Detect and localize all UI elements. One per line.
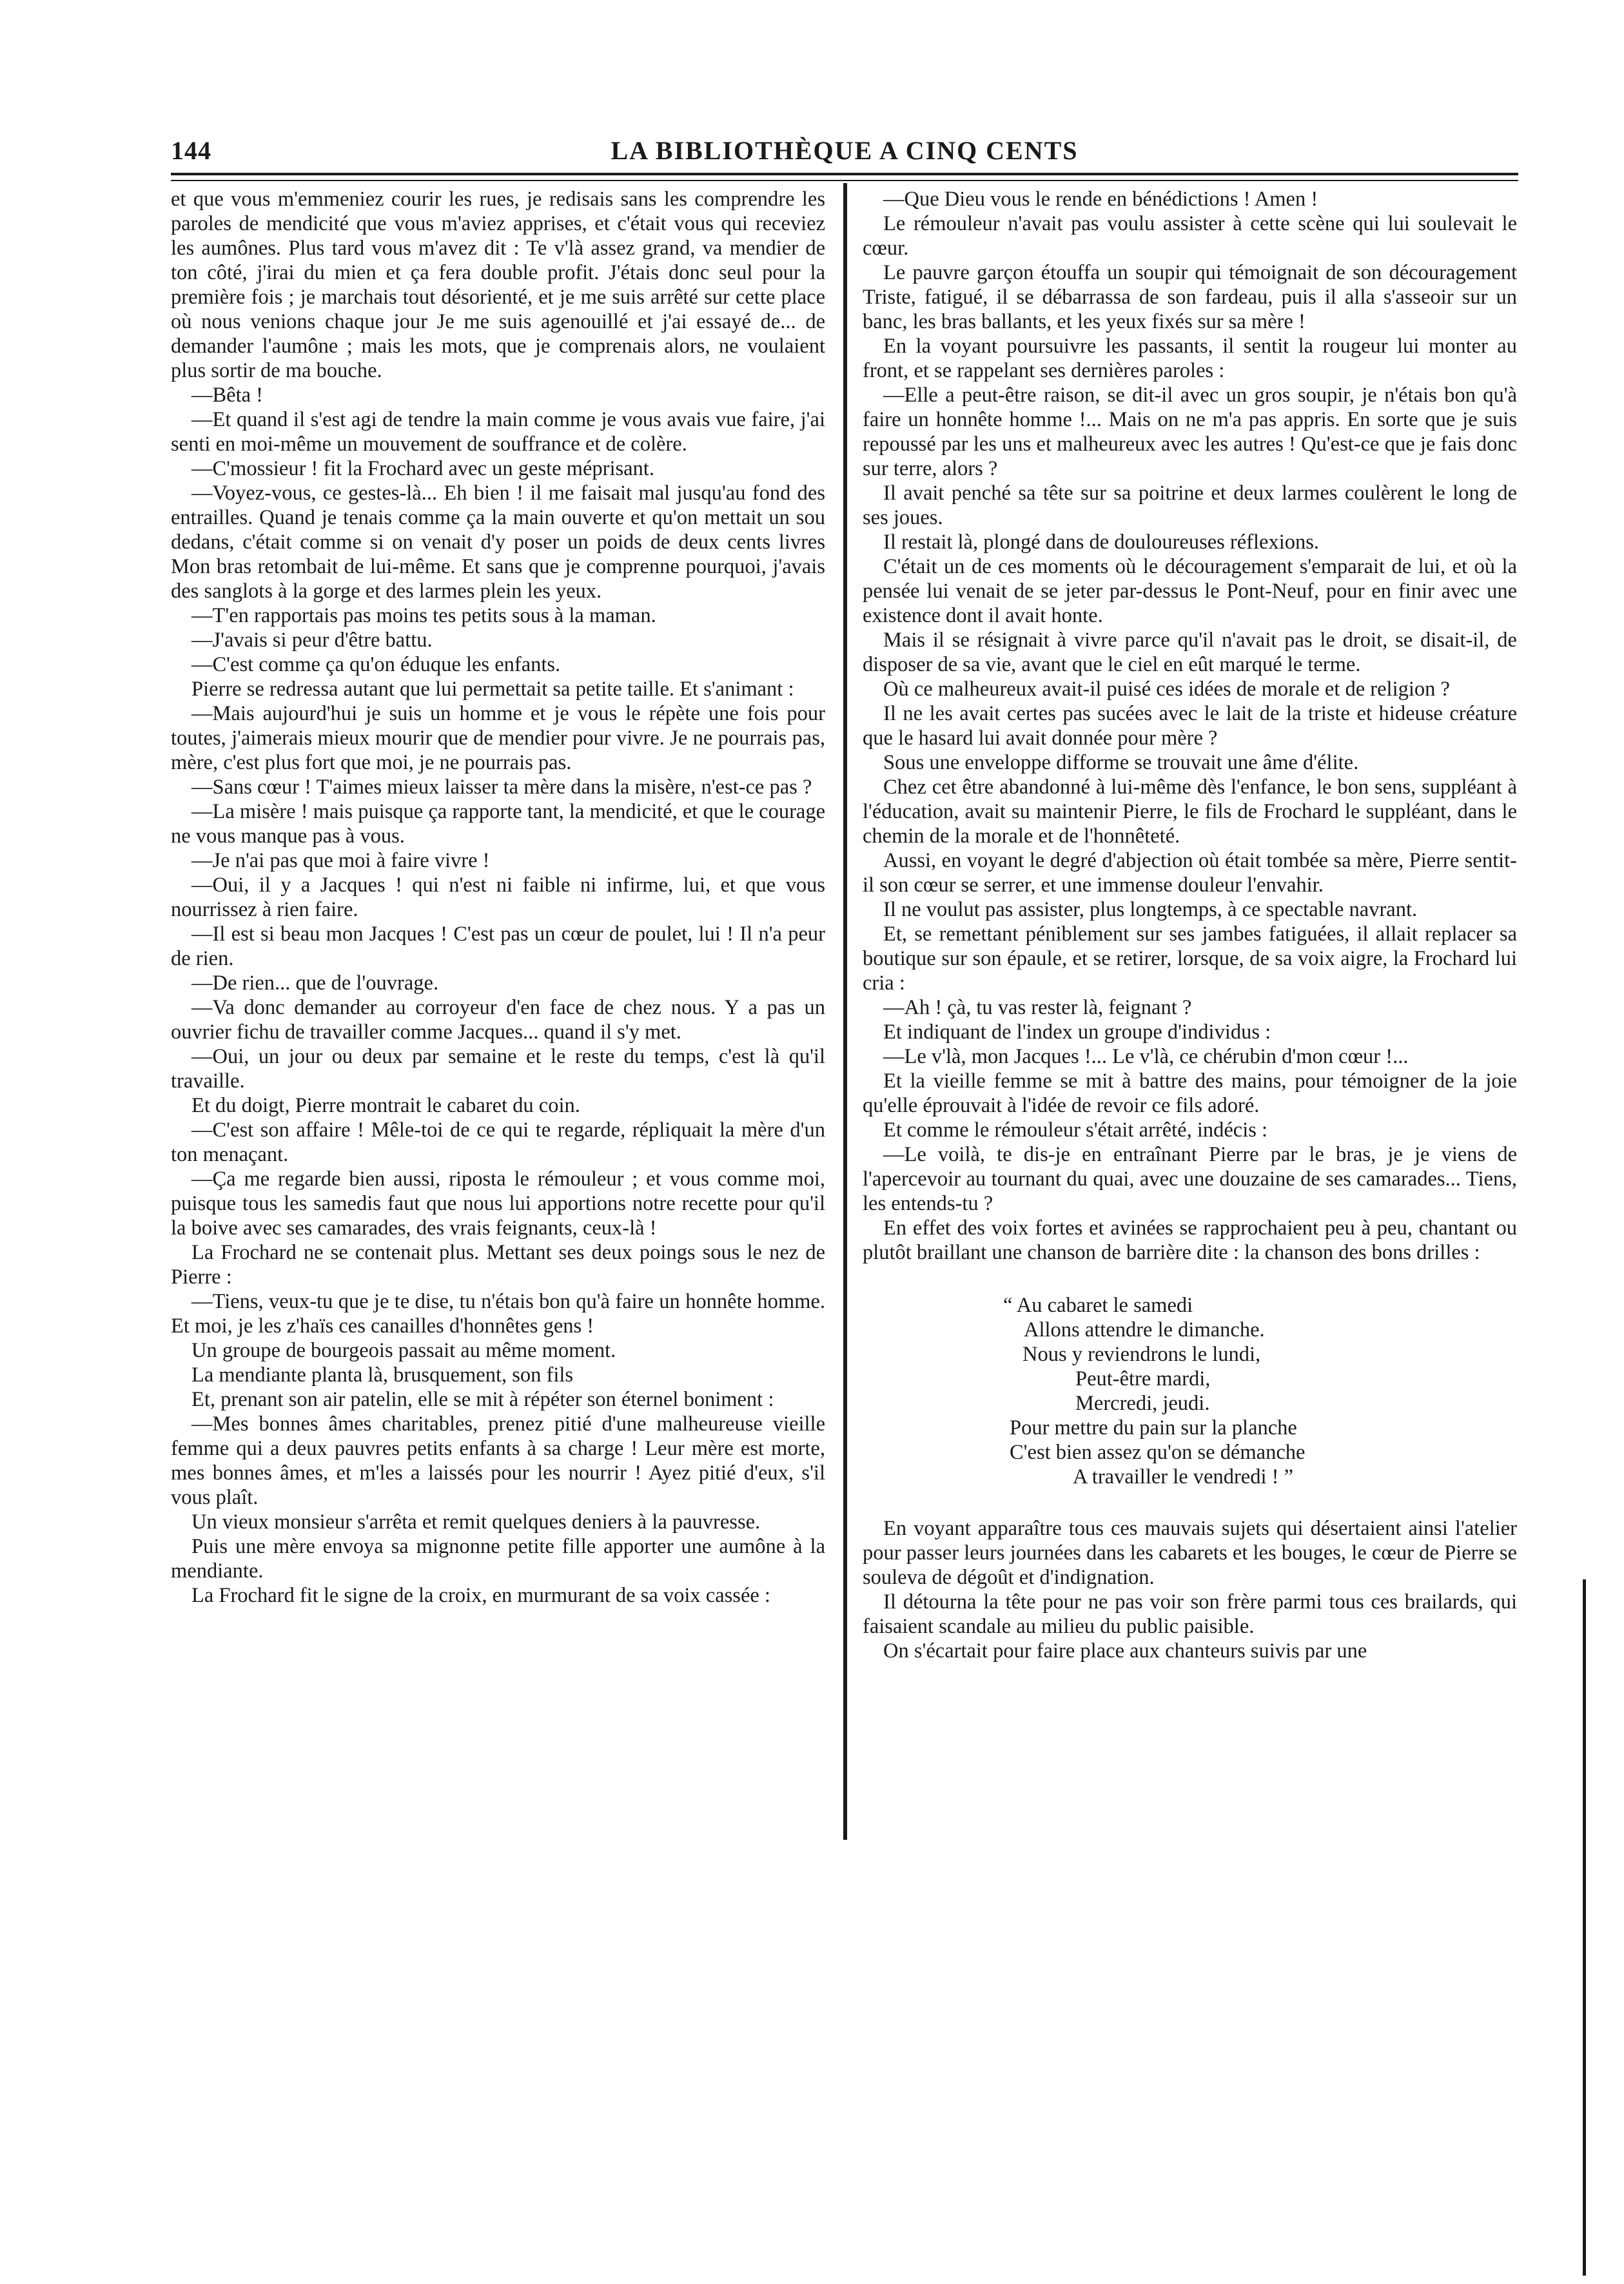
paragraph: —Ah ! çà, tu vas rester là, feignant ? [883, 996, 1192, 1019]
paragraph: Et indiquant de l'index un groupe d'individus : [883, 1020, 1271, 1044]
page-number: 144 [171, 136, 211, 165]
paragraph: —Sans cœur ! T'aimes mieux laisser ta mère dans la misère, n'est-ce pas ? [191, 776, 812, 799]
paragraph: Pierre se redressa autant que lui permettait sa petite taille. Et s'animant : [191, 678, 794, 701]
paragraph: —T'en rapportais pas moins tes petits sous à la maman. [191, 604, 656, 627]
paragraph: Et la vieille femme se mit à battre des mains, pour témoigner de la joie qu'elle éprouvait à l'idée de revoir ce fils adoré. [863, 1069, 1517, 1117]
paragraph: Il ne voulut pas assister, plus longtemps, à ce spectable navrant. [883, 898, 1418, 921]
paragraph: —Il est si beau mon Jacques ! C'est pas un cœur de poulet, lui ! Il n'a peur de rien. [171, 922, 825, 970]
paragraph: Et, se remettant péniblement sur ses jambes fatiguées, il allait replacer sa boutique sur son épaule, et se retirer, lorsque, de sa voix aigre, la Frochard lui cria : [863, 922, 1517, 995]
paragraph: Il avait penché sa tête sur sa poitrine et deux larmes coulèrent le long de ses joues. [863, 482, 1517, 529]
paragraph: En voyant apparaître tous ces mauvais sujets qui désertaient ainsi l'atelier pour passer leurs journées dans les cabarets et les bouges, le cœur de Pierre se souleva de dégoût et d'indignation. [863, 1517, 1517, 1589]
paragraph: —C'est comme ça qu'on éduque les enfants. [191, 653, 561, 676]
paragraph: —Le v'là, mon Jacques !... Le v'là, ce chérubin d'mon cœur !... [883, 1045, 1409, 1068]
paragraph: Le pauvre garçon étouffa un soupir qui témoignait de son découragement Triste, fatigué, il se débarrassa de son fardeau, puis il alla s'asseoir sur un banc, les bras ballants, et les yeux fixés sur sa mère ! [863, 261, 1517, 333]
paragraph: —Oui, un jour ou deux par semaine et le reste du temps, c'est là qu'il travaille. [171, 1045, 825, 1093]
verse-line: Mercredi, jeudi. [1075, 1392, 1210, 1415]
paragraph: Sous une enveloppe difforme se trouvait une âme d'élite. [883, 751, 1359, 774]
song-verse [863, 1293, 1517, 1489]
column-divider [843, 183, 847, 1840]
paragraph: —J'avais si peur d'être battu. [191, 629, 433, 652]
verse-line: “ Au cabaret le samedi [1003, 1294, 1193, 1317]
paragraph: En la voyant poursuivre les passants, il sentit la rougeur lui monter au front, et se rappelant ses dernières paroles : [863, 335, 1517, 382]
paragraph: Et du doigt, Pierre montrait le cabaret du coin. [191, 1094, 580, 1117]
verse-line: Peut-être mardi, [1075, 1367, 1211, 1391]
paragraph: On s'écartait pour faire place aux chanteurs suivis par une [883, 1639, 1367, 1663]
paragraph: —C'mossieur ! fit la Frochard avec un geste méprisant. [191, 457, 654, 480]
paragraph: Et, prenant son air patelin, elle se mit à répéter son éternel boniment : [191, 1388, 774, 1411]
running-title: LA BIBLIOTHÈQUE A CINQ CENTS [611, 136, 1079, 165]
verse-line: Nous y reviendrons le lundi, [1022, 1343, 1261, 1366]
paragraph: En effet des voix fortes et avinées se rapprochaient peu à peu, chantant ou plutôt braillant une chanson de barrière dite : la chanson des bons drilles : [863, 1216, 1517, 1264]
right-column [863, 187, 1517, 1663]
paragraph: Et comme le rémouleur s'était arrêté, indécis : [883, 1118, 1268, 1142]
paragraph: —Voyez-vous, ce gestes-là... Eh bien ! il me faisait mal jusqu'au fond des entrailles. Quand je tenais comme ça la main ouverte et qu'on mettait un sou dedans, c'était comme si on venait d'y poser un poids de deux cents livres Mon bras retombait de lui-même. Et sans que je comprenne pourquoi, j'avais des sanglots à la gorge et des larmes plein les yeux. [171, 482, 825, 603]
verse-line: Pour mettre du pain sur la planche [1010, 1416, 1297, 1440]
paragraph: —Oui, il y a Jacques ! qui n'est ni faible ni infirme, lui, et que vous nourrissez à rien faire. [171, 874, 825, 921]
paragraph: —Que Dieu vous le rende en bénédictions ! Amen ! [883, 188, 1318, 211]
paragraph: —Bêta ! [191, 384, 264, 407]
page-header [171, 135, 1518, 171]
paragraph: C'était un de ces moments où le découragement s'emparait de lui, et où la pensée lui venait de se jeter par-dessus le Pont-Neuf, pour en finir avec une existence dont il avait honte. [863, 555, 1517, 627]
paragraph: —Le voilà, te dis-je en entraînant Pierre par le bras, je je viens de l'apercevoir au tournant du quai, avec une douzaine de ses camarades... Tiens, les entends-tu ? [863, 1143, 1517, 1215]
paragraph: La mendiante planta là, brusquement, son fils [191, 1363, 574, 1387]
paragraph: et que vous m'emmeniez courir les rues, je redisais sans les comprendre les paroles de mendicité que vous m'aviez apprises, et c'était vous qui receviez les aumônes. Plus tard vous m'avez dit : Te v'là assez grand, va mendier de ton côté, j'irai du mien et ça fera double profit. J'étais donc seul pour la première fois ; je marchais tout désorienté, et je me suis arrêté sur cette place où nous venions chaque jour Je me suis agenouillé et j'ai essayé de... de demander l'aumône ; mais les mots, que je comprenais alors, ne voulaient plus sortir de ma bouche. [171, 188, 825, 382]
paragraph: Il détourna la tête pour ne pas voir son frère parmi tous ces brailards, qui faisaient scandale au milieu du public paisible. [863, 1590, 1517, 1638]
paragraph: —Va donc demander au corroyeur d'en face de chez nous. Y a pas un ouvrier fichu de travailler comme Jacques... quand il s'y met. [171, 996, 825, 1044]
paragraph: Aussi, en voyant le degré d'abjection où était tombée sa mère, Pierre sentit-il son cœur se serrer, et une immense douleur l'envahir. [863, 849, 1517, 897]
scan-margin-edge [1583, 1579, 1586, 2276]
paragraph: —Mes bonnes âmes charitables, prenez pitié d'une malheureuse vieille femme qui a deux pauvres petits enfants à sa charge ! Leur mère est morte, mes bonnes âmes, et m'les a laissés pour les nourrir ! Ayez pitié d'eux, s'il vous plaît. [171, 1412, 825, 1509]
paragraph: Il restait là, plongé dans de douloureuses réflexions. [883, 531, 1319, 554]
verse-line: C'est bien assez qu'on se démanche [1010, 1441, 1306, 1464]
verse-line: A travailler le vendredi ! ” [1073, 1465, 1293, 1489]
paragraph: Où ce malheureux avait-il puisé ces idées de morale et de religion ? [883, 678, 1450, 701]
header-rule [171, 173, 1518, 175]
paragraph: —De rien... que de l'ouvrage. [191, 971, 439, 995]
header-rule-thin [171, 180, 1518, 181]
paragraph: Un groupe de bourgeois passait au même moment. [191, 1339, 616, 1362]
paragraph: La Frochard ne se contenait plus. Mettant ses deux poings sous le nez de Pierre : [171, 1241, 825, 1289]
paragraph: —Tiens, veux-tu que je te dise, tu n'étais bon qu'à faire un honnête homme. Et moi, je les z'haïs ces canailles d'honnêtes gens ! [171, 1290, 825, 1338]
paragraph: —C'est son affaire ! Mêle-toi de ce qui te regarde, répliquait la mère d'un ton menaçant. [171, 1118, 825, 1166]
paragraph: Il ne les avait certes pas sucées avec le lait de la triste et hideuse créature que le hasard lui avait donnée pour mère ? [863, 702, 1517, 750]
paragraph: Puis une mère envoya sa mignonne petite fille apporter une aumône à la mendiante. [171, 1535, 825, 1583]
paragraph: Le rémouleur n'avait pas voulu assister à cette scène qui lui soulevait le cœur. [863, 212, 1517, 260]
paragraph: —Elle a peut-être raison, se dit-il avec un gros soupir, je n'étais bon qu'à faire un honnête homme !... Mais on ne m'a pas appris. En sorte que je suis repoussé par les uns et malheureux avec les autres ! Qu'est-ce que je fais donc sur terre, alors ? [863, 384, 1517, 480]
verse-line: Allons attendre le dimanche. [1024, 1318, 1265, 1342]
paragraph: —La misère ! mais puisque ça rapporte tant, la mendicité, et que le courage ne vous manque pas à vous. [171, 800, 825, 848]
paragraph: La Frochard fit le signe de la croix, en murmurant de sa voix cassée : [191, 1584, 770, 1607]
paragraph: —Je n'ai pas que moi à faire vivre ! [191, 849, 490, 872]
left-column [171, 187, 825, 1608]
paragraph: —Et quand il s'est agi de tendre la main comme je vous avais vue faire, j'ai senti en moi-même un mouvement de souffrance et de colère. [171, 408, 825, 456]
paragraph: —Mais aujourd'hui je suis un homme et je vous le répète une fois pour toutes, j'aimerais mieux mourir que de mendier pour vivre. Je ne pourrais pas, mère, c'est plus fort que moi, je ne pourrais pas. [171, 702, 825, 774]
paragraph: Mais il se résignait à vivre parce qu'il n'avait pas le droit, se disait-il, de disposer de sa vie, avant que le ciel en eût marqué le terme. [863, 629, 1517, 676]
paragraph: Un vieux monsieur s'arrêta et remit quelques deniers à la pauvresse. [191, 1510, 761, 1534]
paragraph: —Ça me regarde bien aussi, riposta le rémouleur ; et vous comme moi, puisque tous les samedis faut que nous lui apportions notre recette pour qu'il la boive avec ses camarades, des vrais feignants, ceux-là ! [171, 1167, 825, 1240]
paragraph: Chez cet être abandonné à lui-même dès l'enfance, le bon sens, suppléant à l'éducation, avait su maintenir Pierre, le fils de Frochard le suppléant, dans le chemin de la morale et de l'honnêteté. [863, 776, 1517, 848]
